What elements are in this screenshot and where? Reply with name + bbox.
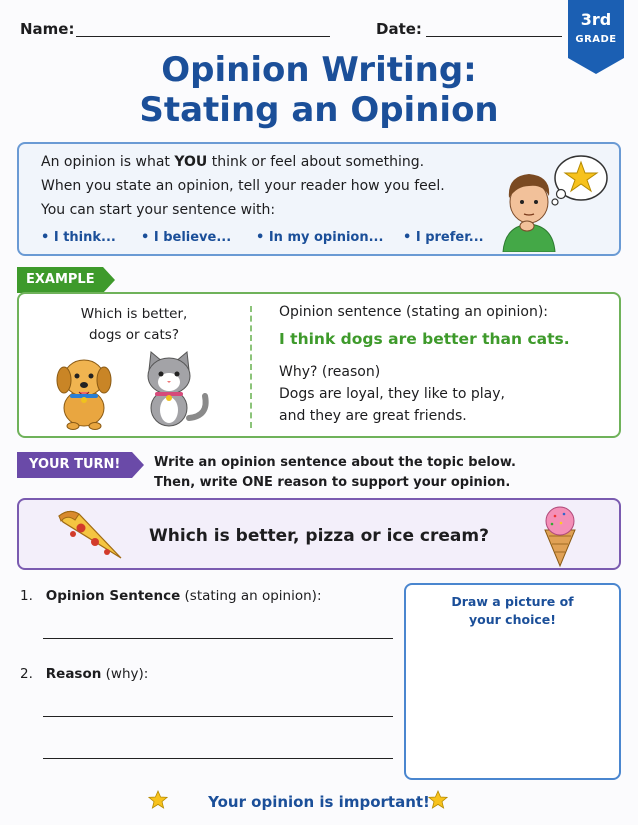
footer [0, 792, 638, 811]
item-1-sub: (stating an opinion): [180, 588, 322, 604]
ice-cream-icon [537, 504, 583, 568]
instruction-line-2: Then, write ONE reason to support your opinion. [154, 475, 511, 490]
drawing-title-line-2: your choice! [469, 612, 556, 627]
intro-text-you: YOU [174, 154, 208, 170]
instruction-line-1: Write an opinion sentence about the topic below. [154, 455, 516, 470]
cat-icon [137, 348, 213, 430]
example-question-line-1: Which is better, [80, 306, 188, 322]
item-reason [20, 666, 148, 682]
intro-line-1 [41, 154, 424, 170]
intro-line-2: When you state an opinion, tell your reader how you feel. [41, 178, 445, 194]
drawing-title-line-1: Draw a picture of [451, 594, 574, 609]
starter-in-my-opinion: • In my opinion... [256, 230, 384, 245]
drawing-box[interactable] [404, 583, 621, 780]
your-turn-tag [17, 452, 144, 482]
title-line-1: Opinion Writing: [161, 50, 477, 90]
grade-word: GRADE [575, 34, 617, 45]
thinking-boy-with-star-icon [495, 148, 613, 252]
page-title [0, 50, 638, 130]
date-label: Date: [376, 20, 422, 38]
item-opinion-sentence [20, 588, 322, 604]
grade-number: 3rd [580, 10, 612, 29]
intro-box [17, 142, 621, 256]
opinion-label: Opinion sentence (stating an opinion): [279, 304, 549, 320]
your-turn-instructions [154, 453, 516, 493]
intro-line-3: You can start your sentence with: [41, 202, 276, 218]
example-box [17, 292, 621, 438]
example-divider [250, 306, 252, 428]
item-1-heading: Opinion Sentence [45, 588, 181, 604]
example-question [39, 304, 229, 346]
opinion-writing-line[interactable] [43, 638, 393, 639]
item-1-number: 1. [20, 588, 33, 604]
topic-question: Which is better, pizza or ice cream? [149, 526, 489, 546]
example-tag-label: EXAMPLE [26, 272, 95, 287]
reason-line-2: and they are great friends. [279, 408, 467, 424]
example-question-line-2: dogs or cats? [88, 327, 179, 343]
why-label: Why? (reason) [279, 364, 381, 380]
footer-text: Your opinion is important! [208, 793, 430, 811]
item-2-heading: Reason [45, 666, 102, 682]
worksheet-header [20, 20, 558, 44]
name-label: Name: [20, 20, 75, 38]
drawing-box-title [406, 593, 619, 629]
your-turn-label: YOUR TURN! [29, 457, 121, 472]
intro-text-a: An opinion is what [41, 154, 175, 170]
reason-writing-line-2[interactable] [43, 758, 393, 759]
item-2-number: 2. [20, 666, 33, 682]
title-line-2: Stating an Opinion [139, 90, 499, 130]
opinion-sentence: I think dogs are better than cats. [279, 330, 570, 348]
reason-writing-line-1[interactable] [43, 716, 393, 717]
starter-i-believe: • I believe... [141, 230, 232, 245]
intro-text-c: think or feel about something. [207, 154, 425, 170]
dog-icon [51, 348, 117, 430]
topic-prompt-box [17, 498, 621, 570]
starter-i-think: • I think... [41, 230, 116, 245]
name-field-line[interactable] [76, 36, 330, 37]
date-field-line[interactable] [426, 36, 562, 37]
starter-i-prefer: • I prefer... [403, 230, 484, 245]
item-2-sub: (why): [101, 666, 149, 682]
star-icon [428, 790, 448, 810]
reason-line-1: Dogs are loyal, they like to play, [279, 386, 505, 402]
